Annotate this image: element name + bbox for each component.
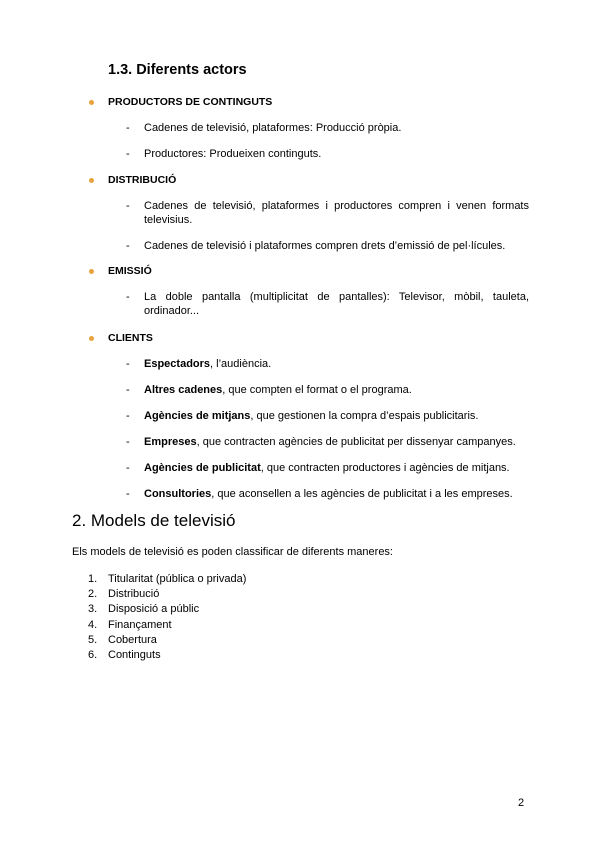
section-productors <box>89 95 529 161</box>
dash-icon: - <box>126 200 130 212</box>
list-item: - Espectadors, l’audiència. <box>126 358 272 370</box>
page-number: 2 <box>518 797 525 809</box>
bullet-dot-icon <box>89 100 94 105</box>
section-label: CLIENTS <box>108 332 153 344</box>
list-item: - Agències de mitjans, que gestionen la compra d’espais publicitaris. <box>126 410 479 422</box>
list-item: - Consultories, que aconsellen a les agències de publicitat i a les empreses. <box>126 488 513 500</box>
dash-icon: - <box>126 436 130 448</box>
numbered-list-item: 1. Titularitat (pública o privada) <box>88 573 247 585</box>
dash-icon: - <box>126 384 130 396</box>
section-intro: Els models de televisió es poden classificar de diferents maneres: <box>72 546 393 558</box>
list-item: - Cadenes de televisió i plataformes compren drets d’emissió de pel·lícules. <box>126 240 506 252</box>
dash-icon: - <box>126 122 130 134</box>
section-emissio <box>89 264 529 318</box>
section-label: PRODUCTORS DE CONTINGUTS <box>108 96 273 108</box>
dash-icon: - <box>126 291 130 303</box>
section-heading: 2. Models de televisió <box>72 511 236 530</box>
numbered-list-item: 2. Distribució <box>88 588 160 601</box>
dash-icon: - <box>126 148 130 160</box>
list-item: - Altres cadenes, que compten el format o el programa. <box>126 384 412 396</box>
numbered-list-item: 5. Cobertura <box>88 633 157 646</box>
bullet-dot-icon <box>89 336 94 341</box>
dash-icon: - <box>126 358 130 370</box>
list-item: - Cadenes de televisió, plataformes i productores compren i venen formats televisius. <box>126 200 529 226</box>
list-item: - La doble pantalla (multiplicitat de pantalles): Televisor, mòbil, tauleta, ordinador... <box>126 291 529 317</box>
numbered-list-item: 3. Disposició a públic <box>88 603 200 616</box>
dash-icon: - <box>126 410 130 422</box>
numbered-list-item: 6. Continguts <box>88 649 161 662</box>
section-label: DISTRIBUCIÓ <box>108 174 177 186</box>
subsection-title: 1.3. Diferents actors <box>108 62 247 78</box>
section-clients <box>89 331 529 501</box>
list-item: - Productores: Produeixen continguts. <box>126 148 322 160</box>
bullet-dot-icon <box>89 269 94 274</box>
dash-icon: - <box>126 462 130 474</box>
section-label: EMISSIÓ <box>108 265 152 277</box>
dash-icon: - <box>126 240 130 252</box>
list-item: - Agències de publicitat, que contracten productores i agències de mitjans. <box>126 462 510 474</box>
bullet-dot-icon <box>89 178 94 183</box>
list-item: - Cadenes de televisió, plataformes: Producció pròpia. <box>126 122 402 134</box>
dash-icon: - <box>126 488 130 500</box>
numbered-list <box>88 572 246 663</box>
numbered-list-item: 4. Finançament <box>88 618 172 631</box>
list-item: - Empreses, que contracten agències de publicitat per dissenyar campanyes. <box>126 436 516 448</box>
section-distribucio <box>89 173 529 253</box>
